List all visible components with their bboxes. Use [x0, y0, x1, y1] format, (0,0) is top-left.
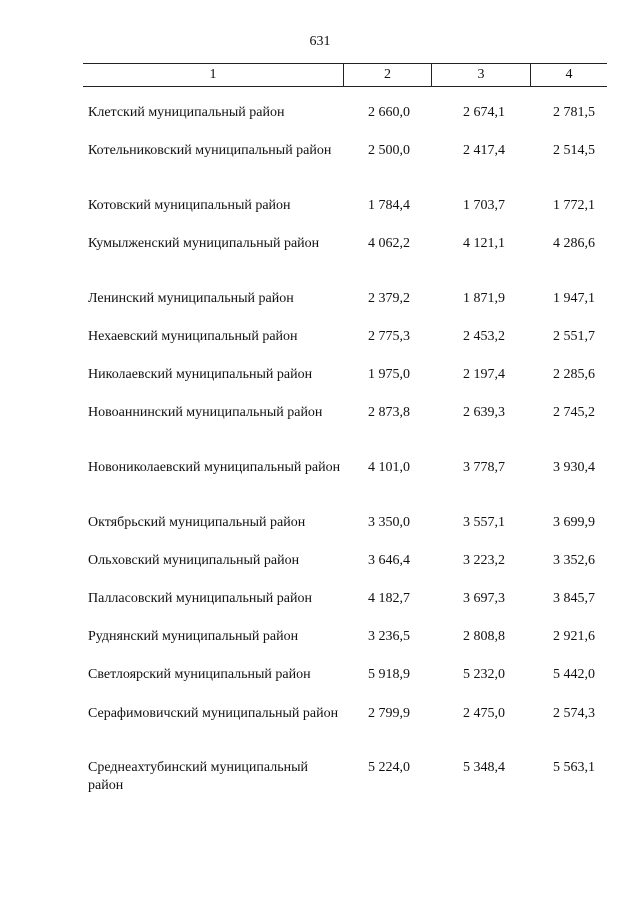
value-col-2: 5 224,0 — [368, 760, 410, 775]
value-col-2: 3 350,0 — [368, 515, 410, 530]
table-row — [0, 666, 640, 705]
table-row — [0, 404, 640, 459]
value-col-2: 4 182,7 — [368, 591, 410, 606]
value-col-4: 2 921,6 — [553, 629, 595, 644]
value-col-3: 5 232,0 — [463, 667, 505, 682]
table-row — [0, 104, 640, 142]
value-col-2: 2 500,0 — [368, 143, 410, 158]
value-col-3: 3 223,2 — [463, 553, 505, 568]
column-header-4: 4 — [565, 67, 573, 82]
value-col-2: 3 236,5 — [368, 629, 410, 644]
district-name: Серафимовичский муниципальный район — [88, 706, 339, 721]
value-col-3: 3 778,7 — [463, 460, 505, 475]
table-row — [0, 366, 640, 404]
value-col-4: 5 442,0 — [553, 667, 595, 682]
value-col-4: 3 930,4 — [553, 460, 595, 475]
district-name: Новониколаевский муниципальный район — [88, 460, 341, 475]
value-col-4: 1 947,1 — [553, 291, 595, 306]
table-row — [0, 328, 640, 366]
column-header-2: 2 — [384, 67, 391, 82]
column-header-1: 1 — [209, 67, 217, 82]
value-col-3: 2 197,4 — [463, 367, 505, 382]
value-col-4: 2 285,6 — [553, 367, 595, 382]
district-name: Светлоярский муниципальный район — [88, 667, 311, 682]
table-row — [0, 590, 640, 628]
value-col-3: 1 871,9 — [463, 291, 505, 306]
value-col-4: 5 563,1 — [553, 760, 595, 775]
table-row — [0, 235, 640, 290]
table-row — [0, 459, 640, 514]
table-row — [0, 290, 640, 328]
value-col-3: 4 121,1 — [463, 236, 505, 251]
table-row — [0, 142, 640, 197]
value-col-4: 1 772,1 — [553, 198, 595, 213]
value-col-3: 2 475,0 — [463, 706, 505, 721]
table-row — [0, 514, 640, 552]
value-col-2: 2 799,9 — [368, 706, 410, 721]
district-name: Кумылженский муниципальный район — [88, 236, 320, 251]
district-name: Нехаевский муниципальный район — [88, 329, 298, 344]
value-col-3: 2 674,1 — [463, 105, 505, 120]
value-col-2: 2 660,0 — [368, 105, 410, 120]
district-name: Клетский муниципальный район — [88, 105, 285, 120]
value-col-2: 4 101,0 — [368, 460, 410, 475]
value-col-4: 2 514,5 — [553, 143, 595, 158]
table-row — [0, 628, 640, 666]
district-name: Ленинский муниципальный район — [88, 291, 294, 306]
value-col-3: 1 703,7 — [463, 198, 505, 213]
value-col-3: 2 639,3 — [463, 405, 505, 420]
table-row — [0, 759, 640, 799]
table-row — [0, 552, 640, 590]
district-name: Палласовский муниципальный район — [88, 591, 312, 606]
value-col-2: 2 379,2 — [368, 291, 410, 306]
table-row — [0, 197, 640, 235]
district-name: Ольховский муниципальный район — [88, 553, 300, 568]
district-name: Руднянский муниципальный район — [88, 629, 299, 644]
value-col-4: 2 574,3 — [553, 706, 595, 721]
value-col-2: 4 062,2 — [368, 236, 410, 251]
value-col-3: 3 557,1 — [463, 515, 505, 530]
district-name: Котельниковский муниципальный район — [88, 143, 332, 158]
district-name: Котовский муниципальный район — [88, 198, 291, 213]
value-col-4: 2 551,7 — [553, 329, 595, 344]
district-name: Новоаннинский муниципальный район — [88, 405, 323, 420]
value-col-3: 3 697,3 — [463, 591, 505, 606]
value-col-2: 1 975,0 — [368, 367, 410, 382]
value-col-3: 2 808,8 — [463, 629, 505, 644]
value-col-3: 2 417,4 — [463, 143, 505, 158]
value-col-4: 3 699,9 — [553, 515, 595, 530]
district-name: Николаевский муниципальный район — [88, 367, 313, 382]
column-header-3: 3 — [477, 67, 485, 82]
page-number: 631 — [309, 34, 331, 49]
value-col-4: 4 286,6 — [553, 236, 595, 251]
value-col-4: 3 352,6 — [553, 553, 595, 568]
value-col-2: 5 918,9 — [368, 667, 410, 682]
value-col-4: 2 745,2 — [553, 405, 595, 420]
column-header-row — [83, 63, 607, 87]
table-body — [0, 104, 640, 799]
table-row — [0, 705, 640, 759]
value-col-2: 2 775,3 — [368, 329, 410, 344]
value-col-2: 2 873,8 — [368, 405, 410, 420]
value-col-3: 2 453,2 — [463, 329, 505, 344]
district-name: Среднеахтубинский муниципальный район — [88, 760, 309, 793]
value-col-4: 3 845,7 — [553, 591, 595, 606]
value-col-4: 2 781,5 — [553, 105, 595, 120]
value-col-3: 5 348,4 — [463, 760, 505, 775]
district-name: Октябрьский муниципальный район — [88, 515, 306, 530]
value-col-2: 1 784,4 — [368, 198, 410, 213]
value-col-2: 3 646,4 — [368, 553, 410, 568]
